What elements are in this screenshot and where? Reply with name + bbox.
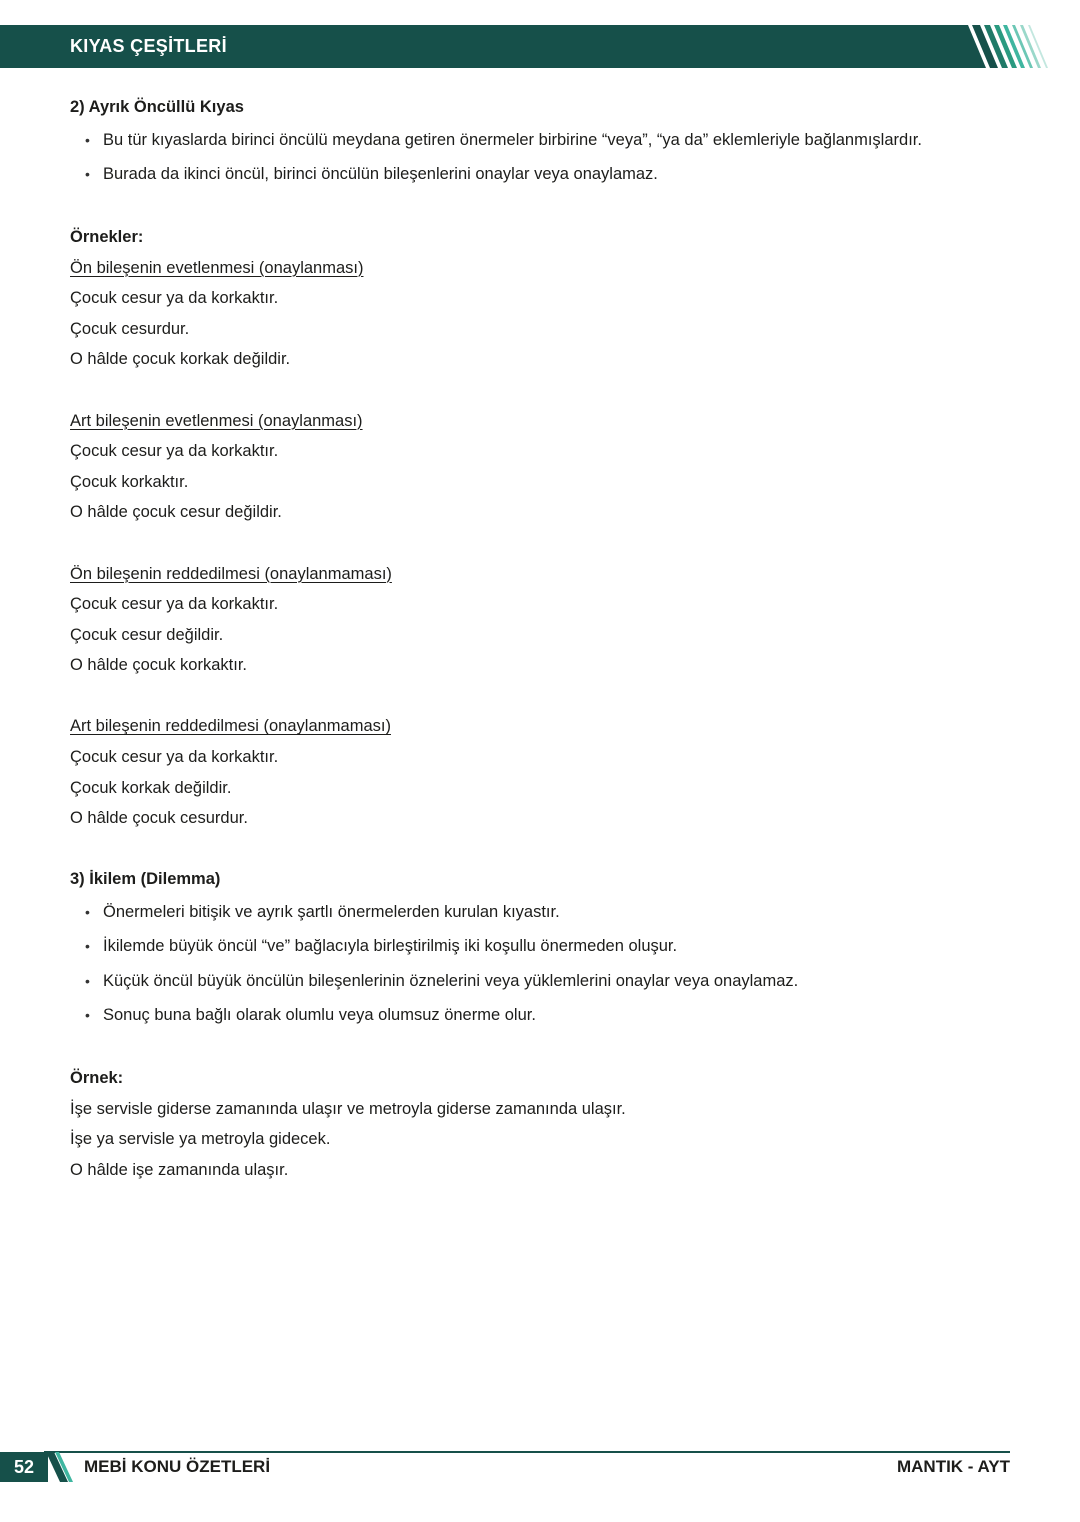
section2-bullets [70,123,1030,192]
example-line: O hâlde çocuk korkaktır. [70,656,247,675]
example-line: Çocuk cesur ya da korkaktır. [70,442,279,461]
bullet-item: • Önermeleri bitişik ve ayrık şartlı önermelerden kurulan kıyastır. [70,895,1030,929]
example-line: Çocuk cesurdur. [70,319,190,338]
example-line: Çocuk cesur ya da korkaktır. [70,289,279,308]
header-title: KIYAS ÇEŞİTLERİ [70,36,227,56]
example-line: Çocuk korkak değildir. [70,778,232,797]
example-title: Art bileşenin reddedilmesi (onaylanmaması) [70,717,391,736]
footer-subject: MANTIK - AYT [896,1457,1010,1476]
section3-heading: 3) İkilem (Dilemma) [70,870,221,889]
example-title: Ön bileşenin evetlenmesi (onaylanması) [70,258,364,277]
bullet-item: • Burada da ikinci öncül, birinci öncülün bileşenlerini onaylar veya onaylamaz. [70,157,1030,191]
bullet-item: • İkilemde büyük öncül “ve” bağlacıyla birleştirilmiş iki koşullu önermeden oluşur. [70,929,1030,963]
examples-heading: Örnekler: [70,227,144,246]
example-line: O hâlde çocuk korkak değildir. [70,350,291,369]
page-content [70,92,1030,1186]
section3-bullets [70,895,1030,1033]
footer-stripe-decoration [46,1452,74,1482]
example-line: İşe ya servisle ya metroyla gidecek. [70,1130,331,1149]
bullet-item: • Küçük öncül büyük öncülün bileşenlerinin öznelerini veya yüklemlerini onaylar veya onaylamaz. [70,964,1030,998]
page-number: 52 [0,1452,48,1482]
example-line: Çocuk cesur değildir. [70,625,224,644]
example-line: O hâlde çocuk cesurdur. [70,809,248,828]
example-line: O hâlde işe zamanında ulaşır. [70,1160,289,1179]
bullet-item: • Sonuç buna bağlı olarak olumlu veya olumsuz önerme olur. [70,998,1030,1032]
example-line: Çocuk cesur ya da korkaktır. [70,595,279,614]
example-line: İşe servisle giderse zamanında ulaşır ve metroyla giderse zamanında ulaşır. [70,1099,626,1118]
section2-heading: 2) Ayrık Öncüllü Kıyas [70,98,244,116]
header-stripes-decoration [968,25,1080,68]
bullet-item: • Bu tür kıyaslarda birinci öncülü meydana getiren önermeler birbirine “veya”, “ya da” eklemleriyle bağlanmışlardır. [70,123,1030,157]
example-title: Art bileşenin evetlenmesi (onaylanması) [70,411,363,430]
example-line: Çocuk korkaktır. [70,472,189,491]
footer-series-title: MEBİ KONU ÖZETLERİ [84,1457,271,1476]
page-header [0,25,1080,68]
example-heading: Örnek: [70,1069,124,1088]
example-line: Çocuk cesur ya da korkaktır. [70,748,279,767]
example-title: Ön bileşenin reddedilmesi (onaylanmaması) [70,564,392,583]
example-line: O hâlde çocuk cesur değildir. [70,503,282,522]
